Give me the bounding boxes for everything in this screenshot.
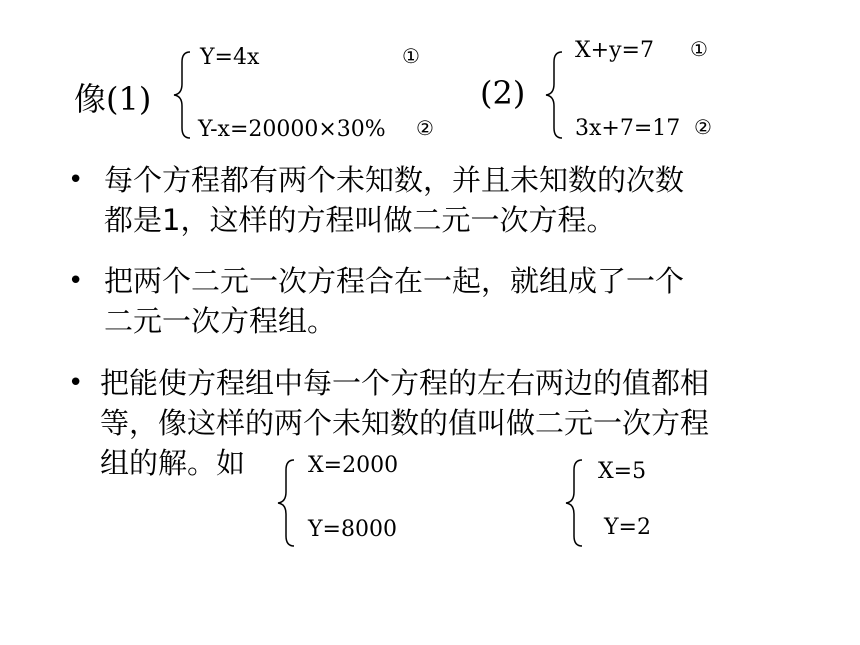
system-2-eq2-mark: ②: [694, 115, 712, 139]
bullet-dot: •: [68, 368, 84, 398]
system-2-eq2: 3x+7=17: [575, 116, 681, 141]
bullet-1-line-1: 每个方程都有两个未知数，并且未知数的次数: [104, 163, 685, 197]
solution-2-brace: [560, 458, 590, 548]
bullet-1: [104, 160, 684, 240]
system-1-eq1: Y=4x: [200, 45, 260, 70]
bullet-3-line-2: 等，像这样的两个未知数的值叫做二元一次方程: [100, 406, 710, 440]
bullet-1-line-2: 都是1，这样的方程叫做二元一次方程。: [104, 203, 616, 237]
solution-2-x: X=5: [598, 459, 647, 484]
system-1-eq2: Y-x=20000×30%: [198, 117, 386, 142]
bullet-3-line-3: 组的解。如: [100, 446, 246, 480]
system-1-eq2-mark: ②: [416, 116, 434, 140]
solution-1-brace: [272, 458, 302, 548]
system-2-eq1: X+y=7: [575, 38, 654, 63]
solution-1-y: Y=8000: [308, 517, 397, 542]
bullet-dot: •: [68, 165, 84, 195]
bullet-dot: •: [68, 266, 84, 296]
system-2-label: (2): [480, 74, 526, 112]
bullet-2-line-2: 二元一次方程组。: [104, 304, 337, 338]
solution-1-x: X=2000: [308, 453, 399, 478]
system-2-eq1-mark: ①: [690, 37, 708, 61]
bullet-2: [104, 261, 684, 341]
bullet-3-line-1: 把能使方程组中每一个方程的左右两边的值都相: [100, 366, 710, 400]
system-2-brace: [540, 50, 570, 140]
system-1-label: 像(1): [74, 80, 152, 118]
system-1-brace: [168, 50, 198, 140]
system-1-eq1-mark: ①: [402, 44, 420, 68]
solution-2-y: Y=2: [604, 515, 651, 540]
bullet-2-line-1: 把两个二元一次方程合在一起，就组成了一个: [104, 264, 685, 298]
